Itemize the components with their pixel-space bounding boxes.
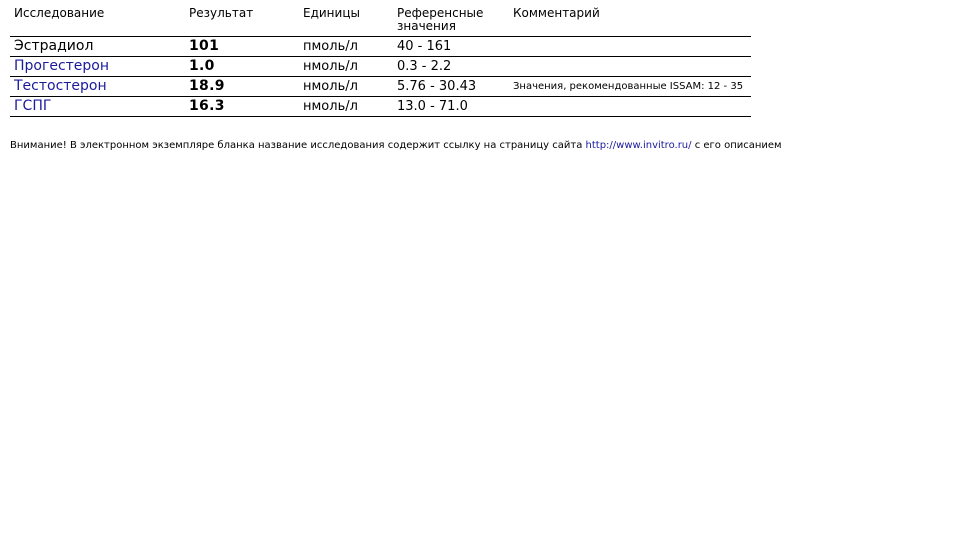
header-reference (393, 7, 509, 37)
units-value: пмоль/л (299, 37, 393, 57)
comment-value (509, 97, 751, 117)
notice-text (10, 139, 782, 153)
reference-value: 40 - 161 (393, 37, 509, 57)
units-value: нмоль/л (299, 57, 393, 77)
comment-value: Значения, рекомендованные ISSAM: 12 - 35 (509, 77, 751, 97)
header-units: Единицы (299, 7, 393, 37)
notice-before: Внимание! В электронном экземпляре бланка название исследования содержит ссылку на страницу сайта (10, 140, 586, 151)
header-test: Исследование (10, 7, 185, 37)
reference-value: 0.3 - 2.2 (393, 57, 509, 77)
table-row (10, 57, 751, 77)
table-row (10, 97, 751, 117)
table-row (10, 37, 751, 57)
reference-value: 5.76 - 30.43 (393, 77, 509, 97)
invitro-link[interactable]: http://www.invitro.ru/ (585, 140, 692, 151)
result-value: 16.3 (185, 97, 299, 117)
test-link-shbg[interactable]: ГСПГ (10, 97, 185, 117)
results-table (10, 7, 751, 117)
comment-value (509, 37, 751, 57)
units-value: нмоль/л (299, 77, 393, 97)
header-reference-label: Референсные значения (397, 6, 484, 33)
header-comment: Комментарий (509, 7, 751, 37)
header-result: Результат (185, 7, 299, 37)
test-link-testosterone[interactable]: Тестостерон (10, 77, 185, 97)
table-row (10, 77, 751, 97)
reference-value: 13.0 - 71.0 (393, 97, 509, 117)
comment-value (509, 57, 751, 77)
result-value: 101 (185, 37, 299, 57)
notice-after: с его описанием (691, 140, 782, 151)
table-header-row (10, 7, 751, 37)
test-name-estradiol: Эстрадиол (10, 37, 185, 57)
result-value: 1.0 (185, 57, 299, 77)
test-link-progesterone[interactable]: Прогестерон (10, 57, 185, 77)
units-value: нмоль/л (299, 97, 393, 117)
result-value: 18.9 (185, 77, 299, 97)
